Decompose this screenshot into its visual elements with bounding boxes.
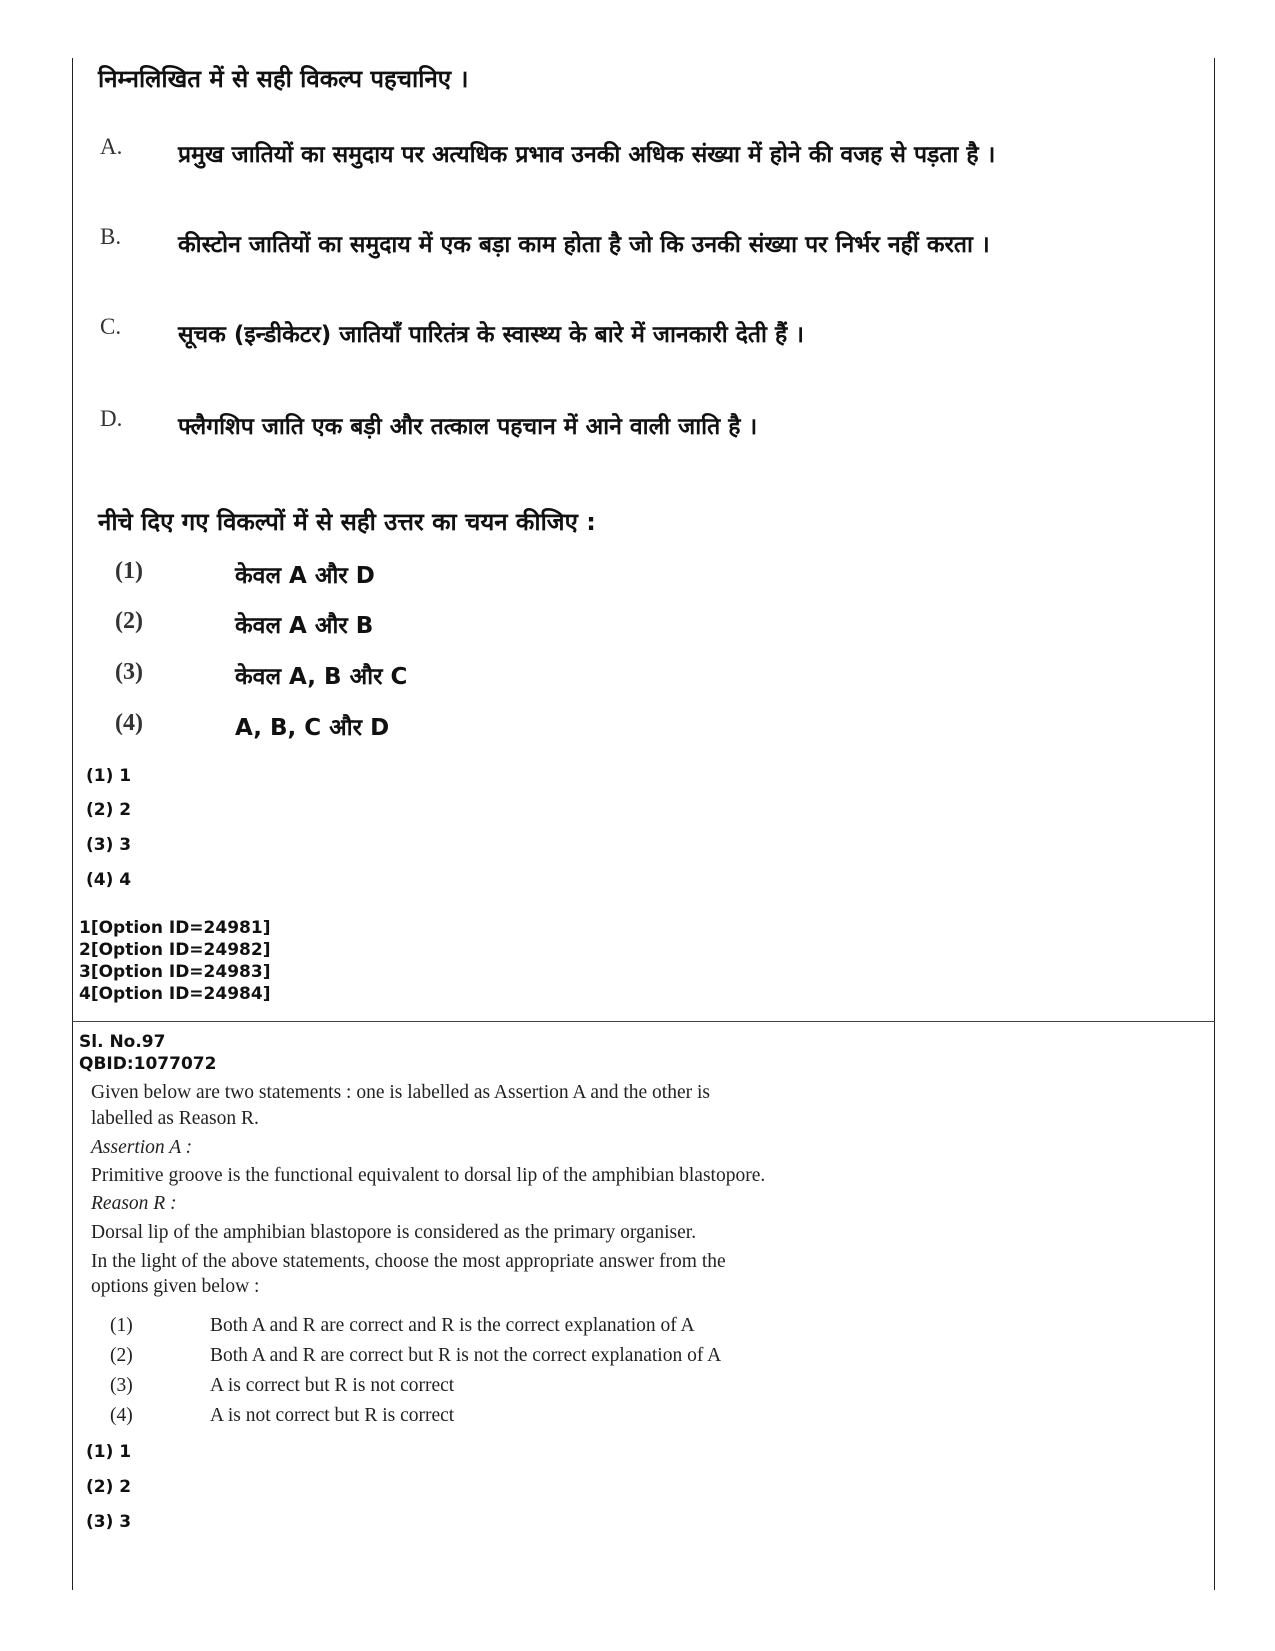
- option-id: 1[Option ID=24981]: [79, 918, 271, 938]
- answer-choice: (2) 2: [86, 800, 132, 820]
- option-number: (4): [110, 1405, 133, 1426]
- option-text: केवल A और B: [235, 613, 374, 639]
- reason-text: Dorsal lip of the amphibian blastopore is considered as the primary organiser.: [91, 1222, 697, 1243]
- statement-text: कीस्टोन जातियों का समुदाय में एक बड़ा काम होता है जो कि उनकी संख्या पर निर्भर नहीं करता ।: [178, 232, 990, 258]
- choose-instruction: नीचे दिए गए विकल्पों में से सही उत्तर का चयन कीजिए :: [98, 508, 596, 536]
- option-id: 3[Option ID=24983]: [79, 962, 271, 982]
- option-text: A is not correct but R is correct: [210, 1405, 455, 1426]
- answer-choice: (3) 3: [86, 835, 132, 855]
- question-option: [110, 1405, 910, 1435]
- statement-b: [100, 222, 1000, 314]
- question-option: [115, 710, 715, 750]
- instruction-line: In the light of the above statements, choose the most appropriate answer from the: [91, 1251, 726, 1272]
- answer-choice: (1) 1: [86, 1442, 132, 1462]
- option-id: 4[Option ID=24984]: [79, 984, 271, 1004]
- qbid: QBID:1077072: [79, 1054, 217, 1074]
- page-border-left: [72, 58, 73, 1590]
- option-text: A, B, C और D: [235, 715, 390, 741]
- question-option: [110, 1315, 910, 1345]
- question-option: [115, 608, 715, 648]
- assertion-label: Assertion A :: [91, 1137, 193, 1158]
- question-header: [79, 1031, 216, 1075]
- statement-letter: B.: [100, 224, 122, 249]
- option-text: Both A and R are correct and R is the correct explanation of A: [210, 1315, 695, 1336]
- option-number: (2): [115, 608, 143, 634]
- statement-text: प्रमुख जातियों का समुदाय पर अत्यधिक प्रभाव उनकी अधिक संख्या में होने की वजह से पड़ता है ।: [178, 142, 996, 168]
- statement-d: [100, 404, 1000, 450]
- assertion-text: Primitive groove is the functional equivalent to dorsal lip of the amphibian blastopore.: [91, 1165, 766, 1186]
- question-option: [115, 558, 715, 598]
- option-text: A is correct but R is not correct: [210, 1375, 455, 1396]
- instruction-line: options given below :: [91, 1276, 260, 1297]
- option-number: (1): [110, 1315, 133, 1336]
- option-text: Both A and R are correct but R is not the correct explanation of A: [210, 1345, 722, 1366]
- question-divider: [72, 1021, 1215, 1022]
- page-border-right: [1214, 58, 1215, 1590]
- statement-letter: C.: [100, 314, 122, 339]
- serial-number: Sl. No.97: [79, 1032, 166, 1052]
- answer-choice: (3) 3: [86, 1512, 132, 1532]
- option-number: (1): [115, 558, 143, 584]
- statement-letter: D.: [100, 406, 123, 431]
- answer-choice: (4) 4: [86, 870, 132, 890]
- option-number: (2): [110, 1345, 133, 1366]
- answer-choice: (2) 2: [86, 1477, 132, 1497]
- statement-a: [100, 132, 1000, 224]
- question-option: [115, 659, 715, 699]
- statement-c: [100, 312, 1000, 404]
- answer-choice: (1) 1: [86, 766, 132, 786]
- question-text-line: labelled as Reason R.: [91, 1108, 259, 1129]
- reason-label: Reason R :: [91, 1193, 177, 1214]
- question-option: [110, 1375, 910, 1405]
- question-intro: निम्नलिखित में से सही विकल्प पहचानिए ।: [98, 65, 469, 93]
- option-text: केवल A, B और C: [235, 664, 408, 690]
- option-number: (4): [115, 710, 143, 736]
- option-number: (3): [115, 659, 143, 685]
- statement-letter: A.: [100, 134, 123, 159]
- statement-text: सूचक (इन्डीकेटर) जातियाँ पारितंत्र के स्वास्थ्य के बारे में जानकारी देती हैं ।: [178, 322, 804, 348]
- option-id: 2[Option ID=24982]: [79, 940, 271, 960]
- statement-text: फ्लैगशिप जाति एक बड़ी और तत्काल पहचान में आने वाली जाति है ।: [178, 414, 758, 440]
- option-number: (3): [110, 1375, 133, 1396]
- question-text-line: Given below are two statements : one is labelled as Assertion A and the other is: [91, 1082, 710, 1103]
- question-option: [110, 1345, 910, 1375]
- option-text: केवल A और D: [235, 563, 375, 589]
